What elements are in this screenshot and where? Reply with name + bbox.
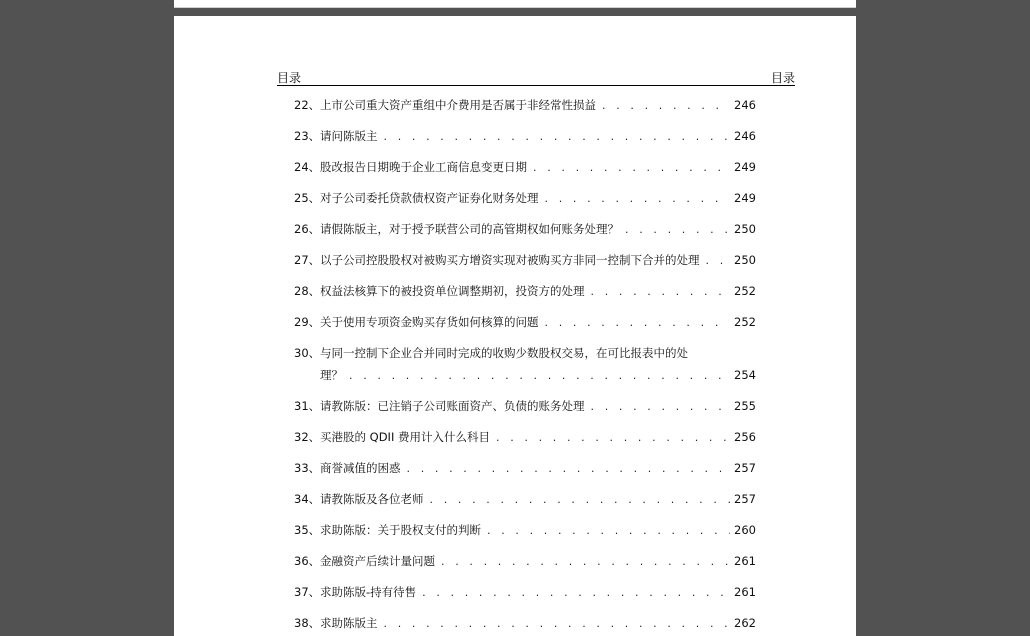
toc-dot-leader bbox=[481, 524, 730, 537]
toc-dot-leader bbox=[539, 316, 731, 329]
toc-entry-title: 权益法核算下的被投资单位调整期初，投资方的处理 bbox=[320, 284, 585, 298]
toc-entry-number: 23、 bbox=[294, 129, 321, 143]
toc-entry-line bbox=[294, 460, 756, 476]
toc-entry-number: 24、 bbox=[294, 160, 321, 174]
toc-entry-number: 27、 bbox=[294, 253, 321, 267]
toc-entry[interactable] bbox=[294, 345, 756, 398]
toc-entry-number: 30、 bbox=[294, 346, 321, 360]
toc-entry-line bbox=[294, 190, 756, 206]
toc-entry-title: 求助陈版主 bbox=[320, 616, 378, 630]
toc-entry-title: 股改报告日期晚于企业工商信息变更日期 bbox=[320, 160, 527, 174]
toc-entry-title: 商誉减值的困惑 bbox=[320, 461, 401, 475]
toc-entry[interactable] bbox=[294, 460, 756, 491]
toc-dot-leader bbox=[378, 130, 731, 143]
toc-entry-page-number: 246 bbox=[734, 98, 756, 112]
toc-entry-number: 37、 bbox=[294, 585, 321, 599]
toc-entry-title-continued: 理？ bbox=[320, 368, 343, 382]
toc-entry[interactable] bbox=[294, 221, 756, 252]
toc-dot-leader bbox=[416, 586, 730, 599]
toc-entry-title: 买港股的 QDII 费用计入什么科目 bbox=[320, 430, 490, 444]
toc-entry[interactable] bbox=[294, 190, 756, 221]
toc-dot-leader bbox=[596, 99, 730, 112]
toc-entry[interactable] bbox=[294, 97, 756, 128]
toc-dot-leader bbox=[527, 161, 730, 174]
toc-entry[interactable] bbox=[294, 252, 756, 283]
toc-entry-number: 34、 bbox=[294, 492, 321, 506]
toc-entry-line bbox=[294, 522, 756, 538]
toc-entry[interactable] bbox=[294, 584, 756, 615]
toc-entry-line bbox=[294, 615, 756, 631]
toc-entry-page-number: 254 bbox=[734, 368, 756, 382]
header-right-title: 目录 bbox=[770, 71, 795, 85]
toc-entry-number: 28、 bbox=[294, 284, 321, 298]
toc-entry-line bbox=[294, 159, 756, 175]
toc-entry-page-number: 260 bbox=[734, 523, 756, 537]
toc-entry-page-number: 257 bbox=[734, 492, 756, 506]
toc-entry-number: 31、 bbox=[294, 399, 321, 413]
toc-dot-leader bbox=[539, 192, 731, 205]
toc-dot-leader bbox=[401, 462, 731, 475]
toc-entry-line bbox=[294, 252, 756, 268]
toc-entry-page-number: 262 bbox=[734, 616, 756, 630]
toc-entry[interactable] bbox=[294, 159, 756, 190]
toc-entry-line bbox=[294, 345, 756, 361]
toc-entry-line bbox=[294, 221, 756, 237]
toc-entry-line bbox=[320, 367, 756, 383]
toc-entry-line bbox=[294, 314, 756, 330]
toc-entry-number: 36、 bbox=[294, 554, 321, 568]
toc-entry-number: 32、 bbox=[294, 430, 321, 444]
toc-entry-title: 上市公司重大资产重组中介费用是否属于非经常性损益 bbox=[320, 98, 596, 112]
toc-entry-title: 对子公司委托贷款债权资产证券化财务处理 bbox=[320, 191, 539, 205]
toc-entry-line bbox=[294, 398, 756, 414]
toc-entry[interactable] bbox=[294, 429, 756, 460]
toc-entry-line bbox=[294, 128, 756, 144]
toc-entry-title: 求助陈版：关于股权支付的判断 bbox=[320, 523, 481, 537]
toc-entry-page-number: 255 bbox=[734, 399, 756, 413]
toc-entry-page-number: 250 bbox=[734, 222, 756, 236]
toc-entry-line bbox=[294, 97, 756, 113]
toc-entry-number: 35、 bbox=[294, 523, 321, 537]
toc-dot-leader bbox=[424, 493, 731, 506]
toc-dot-leader bbox=[435, 555, 730, 568]
toc-entry-title: 请教陈版及各位老师 bbox=[320, 492, 424, 506]
toc-entry-number: 22、 bbox=[294, 98, 321, 112]
toc-entry-number: 29、 bbox=[294, 315, 321, 329]
toc-dot-leader bbox=[490, 431, 730, 444]
toc-entry-title: 请问陈版主 bbox=[320, 129, 378, 143]
toc-entry-line bbox=[294, 283, 756, 299]
toc-entry-line bbox=[294, 584, 756, 600]
toc-entry-page-number: 252 bbox=[734, 315, 756, 329]
toc-dot-leader bbox=[378, 617, 731, 630]
toc-entry-title: 与同一控制下企业合并同时完成的收购少数股权交易，在可比报表中的处 bbox=[320, 346, 688, 360]
toc-entry-title: 关于使用专项资金购买存货如何核算的问题 bbox=[320, 315, 539, 329]
toc-entry[interactable] bbox=[294, 491, 756, 522]
toc-entry-number: 33、 bbox=[294, 461, 321, 475]
document-page bbox=[174, 16, 856, 636]
toc-entry-page-number: 261 bbox=[734, 585, 756, 599]
toc-entry-line bbox=[294, 553, 756, 569]
toc-entry-page-number: 257 bbox=[734, 461, 756, 475]
toc-dot-leader bbox=[585, 285, 731, 298]
header-left-title: 目录 bbox=[277, 71, 302, 85]
table-of-contents bbox=[294, 97, 756, 636]
toc-entry-number: 38、 bbox=[294, 616, 321, 630]
toc-entry-number: 25、 bbox=[294, 191, 321, 205]
toc-entry[interactable] bbox=[294, 522, 756, 553]
toc-entry-title: 请教陈版：已注销子公司账面资产、负债的账务处理 bbox=[320, 399, 585, 413]
toc-entry[interactable] bbox=[294, 283, 756, 314]
toc-entry-title: 请假陈版主，对于授予联营公司的高管期权如何账务处理？ bbox=[320, 222, 619, 236]
previous-page-edge bbox=[174, 0, 856, 8]
toc-entry-page-number: 261 bbox=[734, 554, 756, 568]
toc-entry-title: 求助陈版-持有待售 bbox=[320, 585, 417, 599]
toc-dot-leader bbox=[700, 254, 731, 267]
toc-entry-title: 金融资产后续计量问题 bbox=[320, 554, 435, 568]
toc-entry-page-number: 252 bbox=[734, 284, 756, 298]
toc-dot-leader bbox=[343, 369, 730, 382]
toc-entry[interactable] bbox=[294, 553, 756, 584]
toc-entry-number: 26、 bbox=[294, 222, 321, 236]
toc-entry[interactable] bbox=[294, 314, 756, 345]
toc-entry-page-number: 246 bbox=[734, 129, 756, 143]
toc-entry[interactable] bbox=[294, 128, 756, 159]
toc-entry[interactable] bbox=[294, 398, 756, 429]
toc-entry-page-number: 256 bbox=[734, 430, 756, 444]
toc-entry-page-number: 249 bbox=[734, 191, 756, 205]
page-header bbox=[277, 69, 795, 86]
toc-entry-line bbox=[294, 429, 756, 445]
toc-dot-leader bbox=[585, 400, 731, 413]
toc-entry[interactable] bbox=[294, 615, 756, 636]
toc-entry-line bbox=[294, 491, 756, 507]
toc-dot-leader bbox=[619, 223, 730, 236]
toc-entry-page-number: 250 bbox=[734, 253, 756, 267]
toc-entry-page-number: 249 bbox=[734, 160, 756, 174]
toc-entry-title: 以子公司控股股权对被购买方增资实现对被购买方非同一控制下合并的处理 bbox=[320, 253, 700, 267]
